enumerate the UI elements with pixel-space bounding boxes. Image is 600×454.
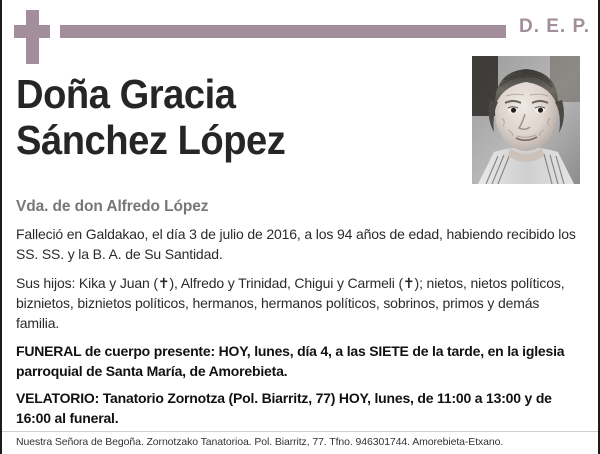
header-rule [60, 25, 506, 38]
family-paragraph: Sus hijos: Kika y Juan (✝), Alfredo y Trinidad, Chigui y Carmeli (✝); nietos, nietos políticos, biznietos, biznietos políticos, hermanos, hermanos políticos, sobrinos, primos y demás familia. [16, 274, 565, 331]
funeral-paragraph: FUNERAL de cuerpo presente: HOY, lunes, día 4, a las SIETE de la tarde, en la iglesia parroquial de Santa María, de Amorebieta. [16, 343, 565, 380]
cross-horizontal-bar [14, 25, 50, 38]
death-paragraph: Falleció en Galdakao, el día 3 de julio de 2016, a los 94 años de edad, habiendo recibido los SS. SS. y la B. A. de Su Santidad. [16, 226, 576, 262]
notice-body [16, 198, 584, 436]
dep-label: D. E. P. [518, 16, 590, 37]
cross-icon [14, 10, 50, 64]
page-title: Doña Gracia Sánchez López [16, 71, 286, 163]
wake-paragraph: VELATORIO: Tanatorio Zornotza (Pol. Biarritz, 77) HOY, lunes, de 11:00 a 13:00 y de 16:00 al funeral. [16, 390, 552, 426]
portrait-photo [472, 56, 580, 184]
notice-footer [2, 431, 598, 454]
funeral-home-info: Nuestra Señora de Begoña. Zornotzako Tanatorioa. Pol. Biarritz, 77. Tfno. 946301744. Amorebieta-Etxano. [16, 436, 504, 448]
spouse-line: Vda. de don Alfredo López [16, 198, 209, 215]
deceased-name-block [16, 72, 466, 164]
portrait-image [472, 56, 580, 184]
